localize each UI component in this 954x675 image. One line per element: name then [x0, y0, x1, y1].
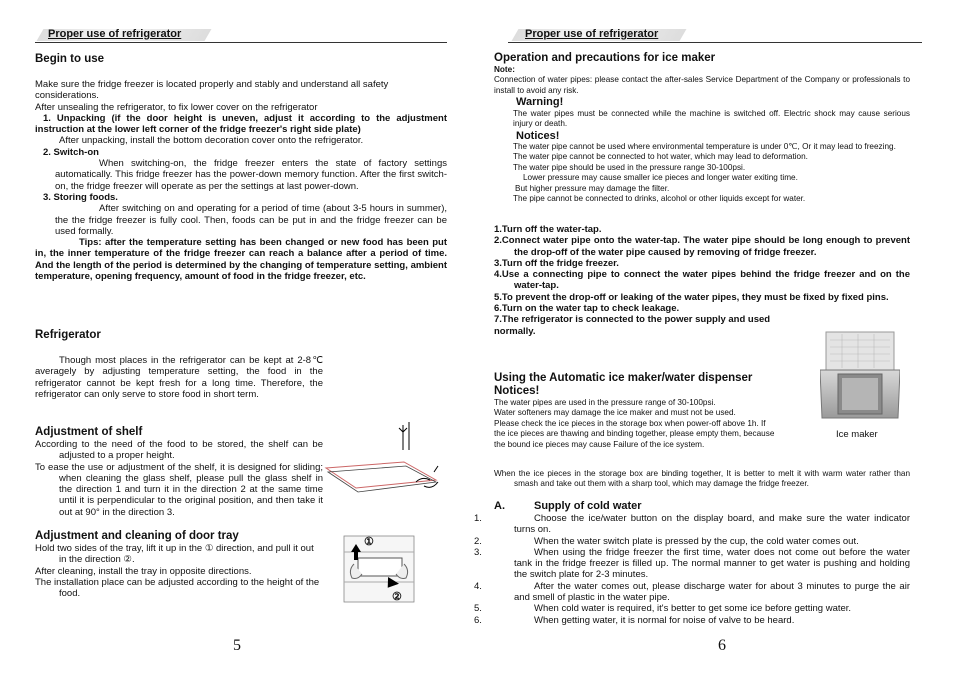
tray-direction-1-label: ①	[364, 536, 374, 548]
supply-item-text: After the water comes out, please discharge water for about 3 minutes to purge the air and smell of plastic in the water pipe.	[514, 580, 910, 604]
install-step: 4.Use a connecting pipe to connect the water pipes behind the fridge freezer and on the water-tap.	[494, 269, 910, 292]
begin-paragraph-2: After unsealing the refrigerator, to fix lower cover on the refrigerator	[35, 101, 318, 113]
section-title-door-tray: Adjustment and cleaning of door tray	[35, 530, 239, 542]
supply-item-number: 1.	[474, 513, 482, 524]
shelf-diagram	[324, 420, 448, 502]
warning-title: Warning!	[516, 96, 564, 108]
auto-notices-title: Notices!	[494, 385, 540, 397]
warning-text: The water pipes must be connected while the machine is switched off. Electric shock may cause serious injury or death.	[513, 109, 910, 129]
note-text: Connection of water pipes: please contact the after-sales Service Department of the Company or professionals to install to avoid any risk.	[494, 75, 910, 95]
install-step: 7.The refrigerator is connected to the power supply and used normally.	[494, 314, 771, 337]
page-header: Proper use of refrigerator	[48, 28, 182, 40]
supply-item-text: When getting water, it is normal for noise of valve to be heard.	[534, 614, 795, 626]
install-step: 5.To prevent the drop-off or leaking of the water pipes, they must be fixed by fixed pins.	[494, 291, 889, 303]
begin-paragraph-1: Make sure the fridge freezer is located properly and stably and understand all safety considerations.	[35, 79, 389, 102]
notice-item: The water pipe cannot be connected to hot water, which may lead to deformation.	[513, 152, 808, 162]
tips-text: Tips: after the temperature setting has been changed or new food has been put in, the inner temperature of the fridge freezer can reach a balance after a period of time. And the length of the period is determined by the changing of temperature setting, ambient temperature, opening frequency, amount of food in the fridge freezer, etc.	[35, 237, 447, 283]
header-rule	[35, 42, 447, 43]
shelf-paragraph-1: According to the need of the food to be stored, the shelf can be adjusted to a proper height.	[35, 439, 323, 462]
notices-list	[513, 142, 910, 204]
install-step: 2.Connect water pipe onto the water-tap. The water pipe should be long enough to prevent the drop-off of the water pipe caused by removing of fridge freezer.	[494, 235, 910, 258]
auto-notice-paragraph: The water pipes are used in the pressure range of 30-100psi.	[494, 398, 716, 407]
notice-item: But higher pressure may damage the filter.	[515, 183, 670, 193]
supply-item	[474, 614, 910, 626]
supply-item-number: 3.	[474, 546, 482, 558]
install-step: 1.Turn off the water-tap.	[494, 224, 602, 235]
note-section	[494, 65, 910, 96]
step-3-text: After switching on and operating for a period of time (about 3-5 hours in summer), the the fridge freezer is fully cool. Then, foods can be put in and the fridge freezer can be used formally.	[55, 203, 447, 237]
notice-item: The water pipe cannot be used where environmental temperature is under 0℃, Or it may lead to freezing.	[513, 142, 896, 151]
shelf-paragraph-2: To ease the use or adjustment of the shelf, it is designed for sliding; when cleaning the glass shelf, please pull the glass shelf in the direction 1 and turn it in the direction 2 at the same time until it is perpendicular to the original position, and then take it out at 90° in the direction 3.	[35, 461, 323, 518]
notice-item: Lower pressure may cause smaller ice pieces and longer water exiting time.	[523, 173, 798, 183]
supply-item-text: Choose the ice/water button on the display board, and make sure the water indicator turns on.	[514, 513, 910, 536]
installation-steps	[494, 224, 910, 337]
supply-item	[474, 535, 910, 547]
section-title-shelf: Adjustment of shelf	[35, 426, 143, 438]
section-title-begin: Begin to use	[35, 53, 105, 65]
step-2-title: 2. Switch-on	[43, 146, 99, 158]
install-step: 3.Turn off the fridge freezer.	[494, 257, 619, 269]
supply-list	[474, 513, 910, 626]
page-header: Proper use of refrigerator	[525, 28, 659, 40]
install-step: 6.Turn on the water tap to check leakage.	[494, 303, 680, 315]
refrigerator-text: Though most places in the refrigerator can be kept at 2-8℃ averagely by adjusting temperature setting, the food in the refrigerator cannot be kept fresh for a long time. Therefore, the refrigerator can only serve to store food in short term.	[35, 355, 323, 400]
header-rule	[508, 42, 922, 43]
supply-label: A.	[494, 500, 505, 512]
shelf-section	[35, 439, 323, 518]
auto-notices-text	[494, 398, 778, 450]
notice-item: The pipe cannot be connected to drinks, alcohol or other liquids except for water.	[513, 194, 806, 204]
supply-item-number: 2.	[474, 535, 482, 547]
note-label: Note:	[494, 65, 515, 74]
supply-item	[474, 546, 910, 581]
notices-title: Notices!	[516, 130, 560, 142]
door-tray-section	[35, 543, 323, 599]
supply-item-text: When the water switch plate is pressed by the cup, the cold water comes out.	[534, 535, 859, 547]
auto-notice-paragraph: Water softeners may damage the ice maker and must not be used.	[494, 408, 736, 418]
page-number-right: 6	[718, 637, 726, 654]
supply-title: Supply of cold water	[534, 500, 642, 512]
door-tray-diagram	[340, 534, 420, 606]
ice-maker-illustration	[820, 330, 900, 422]
section-title-refrigerator: Refrigerator	[35, 329, 101, 341]
ice-maker-caption: Ice maker	[836, 429, 878, 440]
door-tray-paragraph-2: After cleaning, install the tray in opposite directions.	[35, 565, 252, 577]
auto-notice-paragraph: When the ice pieces in the storage box are binding together, It is better to melt it with warm water rather than smash and take out them with a sharp tool, which may damage the fridge freezer.	[494, 469, 910, 489]
supply-item-number: 5.	[474, 603, 482, 615]
supply-item-text: When using the fridge freezer the first time, water does not come out before the water tank in the fridge freezer is filled up. The normal manner to get water is pushing and holding the switch plate for 2-3 minutes.	[514, 546, 910, 581]
supply-item	[474, 513, 910, 536]
supply-item-number: 4.	[474, 580, 482, 592]
auto-notice-paragraph: Please check the ice pieces in the storage box when power-off above 1h. If the ice pieces are thawing and binding together, please empty them, because the bound ice pieces may cause Failure of the ice system.	[494, 418, 775, 449]
page-number-left: 5	[233, 637, 241, 654]
step-1-title: 1. Unpacking (if the door height is uneven, adjust it according to the adjustment instruction at the lower left corner of the fridge freezer's right side plate)	[35, 112, 447, 136]
tray-direction-2-label: ②	[392, 591, 402, 603]
begin-section	[35, 79, 447, 282]
supply-item	[474, 603, 910, 615]
door-tray-paragraph-1: Hold two sides of the tray, lift it up in the ① direction, and pull it out in the direction ②.	[35, 543, 314, 566]
supply-item-number: 6.	[474, 614, 482, 626]
supply-item-text: When cold water is required, it's better to get some ice before getting water.	[534, 603, 852, 615]
section-title-auto-ice-maker: Using the Automatic ice maker/water dispenser	[494, 372, 753, 384]
step-1-text: After unpacking, install the bottom decoration cover onto the refrigerator.	[59, 135, 364, 147]
step-3-title: 3. Storing foods.	[43, 191, 118, 203]
step-2-text: When switching-on, the fridge freezer enters the state of factory settings automatically. This fridge freezer has the power-down memory function. After the first switch-on, the fridge freezer will operate as per the settings at last power-down.	[55, 158, 447, 192]
door-tray-paragraph-3: The installation place can be adjusted according to the height of the food.	[35, 576, 320, 600]
section-title-ice-maker: Operation and precautions for ice maker	[494, 52, 716, 64]
notice-item: The water pipe should be used in the pressure range 30-100psi.	[513, 162, 746, 172]
supply-item	[474, 580, 910, 604]
